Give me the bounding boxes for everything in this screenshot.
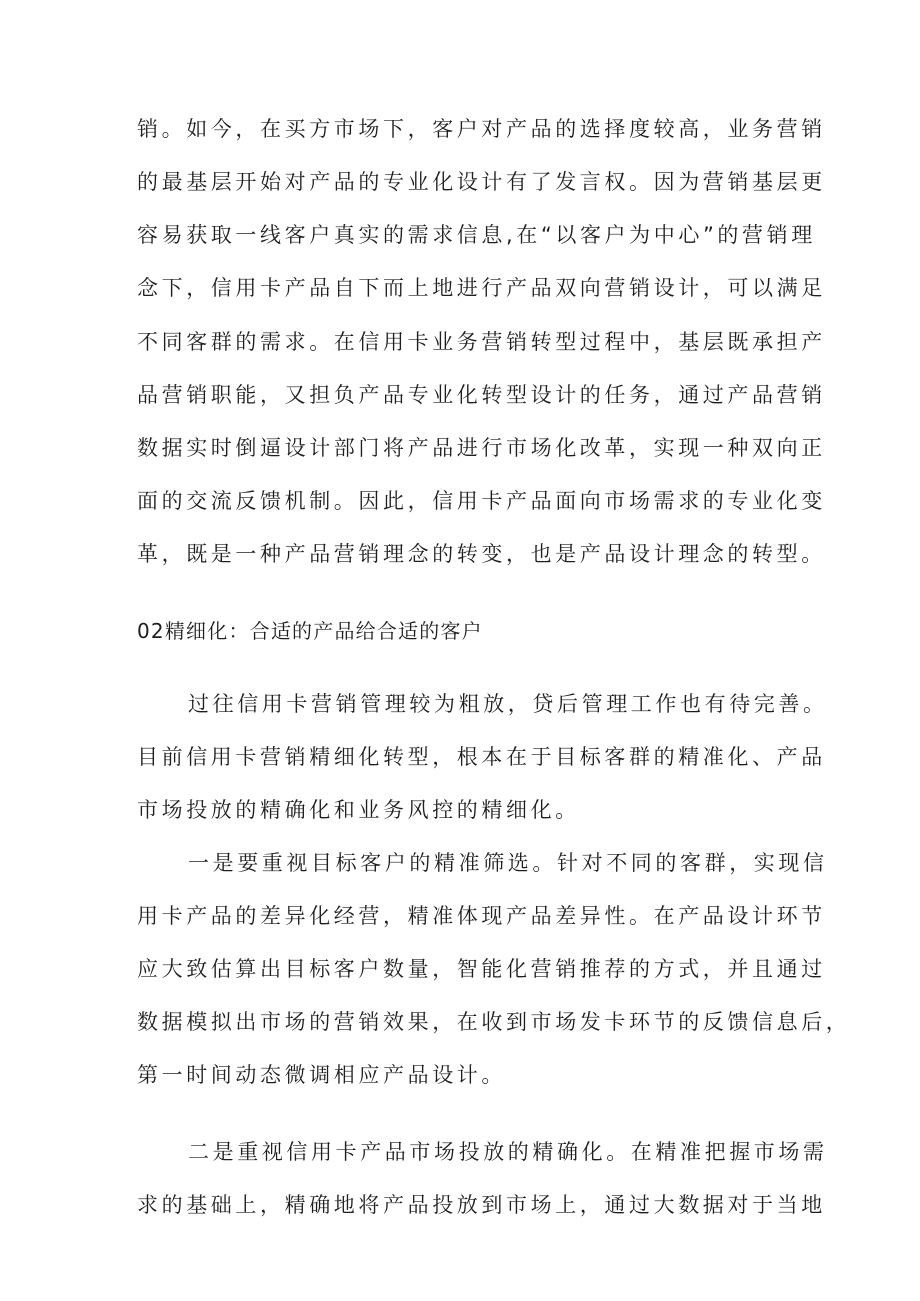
text-line: 过往信用卡营销管理较为粗放，贷后管理工作也有待完善。 bbox=[188, 692, 828, 716]
text-line: 的最基层开始对产品的专业化设计有了发言权。因为营销基层更 bbox=[137, 170, 826, 194]
text-line: 品营销职能，又担负产品专业化转型设计的任务，通过产品营销 bbox=[137, 383, 826, 407]
text-line: 面的交流反馈机制。因此，信用卡产品面向市场需求的专业化变 bbox=[137, 489, 826, 513]
text-line: 数据实时倒逼设计部门将产品进行市场化改革，实现一种双向正 bbox=[137, 436, 826, 460]
text-line: 念下，信用卡产品自下而上地进行产品双向营销设计，可以满足 bbox=[137, 276, 826, 300]
text-line: 求的基础上，精确地将产品投放到市场上，通过大数据对于当地 bbox=[137, 1193, 826, 1217]
text-line: 革，既是一种产品营销理念的转变，也是产品设计理念的转型。 bbox=[137, 542, 826, 566]
text-line: 用卡产品的差异化经营，精准体现产品差异性。在产品设计环节 bbox=[137, 904, 826, 928]
text-line: 第一时间动态微调相应产品设计。 bbox=[137, 1063, 506, 1087]
text-line: 销。如今，在买方市场下，客户对产品的选择度较高，业务营销 bbox=[137, 117, 826, 141]
text-line: 目前信用卡营销精细化转型，根本在于目标客群的精准化、产品 bbox=[137, 745, 826, 769]
text-line: 一是要重视目标客户的精准筛选。针对不同的客群，实现信 bbox=[188, 851, 828, 875]
section-heading: 02精细化：合适的产品给合适的客户 bbox=[137, 619, 483, 643]
text-line: 数据模拟出市场的营销效果，在收到市场发卡环节的反馈信息后， bbox=[137, 1010, 851, 1034]
text-line: 不同客群的需求。在信用卡业务营销转型过程中，基层既承担产 bbox=[137, 330, 826, 354]
text-line: 二是重视信用卡产品市场投放的精确化。在精准把握市场需 bbox=[188, 1140, 828, 1164]
text-line: 应大致估算出目标客户数量，智能化营销推荐的方式，并且通过 bbox=[137, 957, 826, 981]
text-line: 容易获取一线客户真实的需求信息,在“以客户为中心”的营销理 bbox=[137, 223, 816, 247]
text-line: 市场投放的精确化和业务风控的精细化。 bbox=[137, 798, 580, 822]
